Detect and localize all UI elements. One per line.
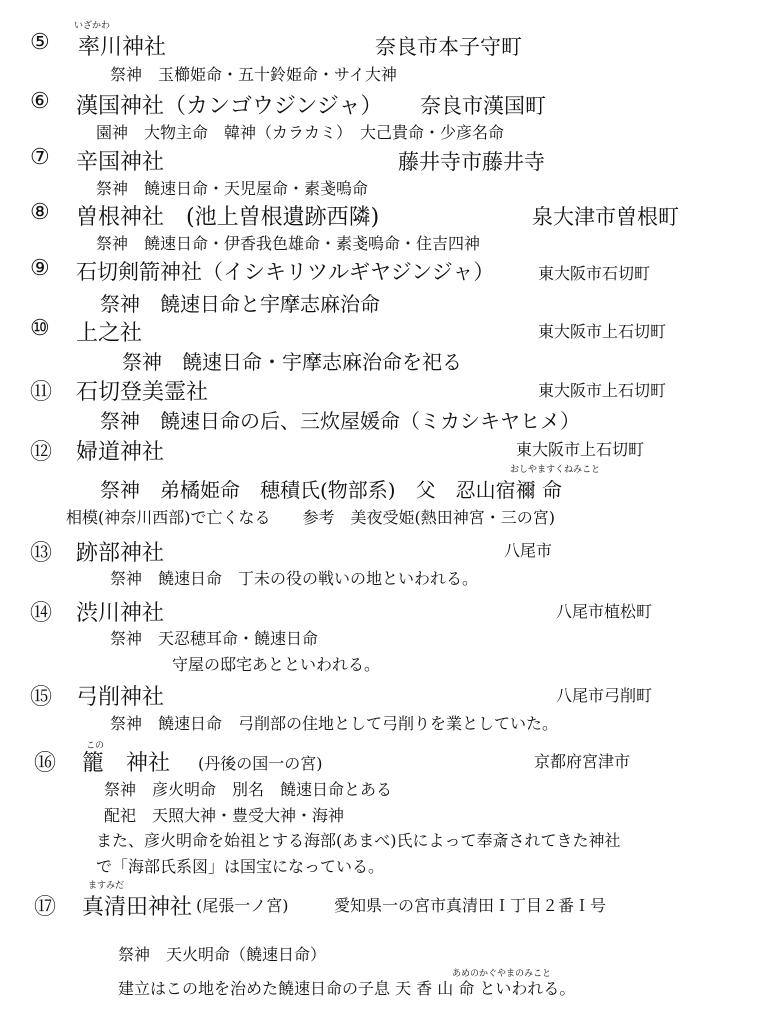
shrine-detail-16-1: 祭神 彦火明命 別名 饒速日命とある xyxy=(104,780,393,799)
shrine-location-6: 奈良市漢国町 xyxy=(420,94,546,118)
ruby-17: ますみだ xyxy=(88,881,125,891)
entry-number-12: ⑫ xyxy=(30,440,53,465)
shrine-detail-5-1: 祭神 玉櫛姫命・五十鈴姫命・サイ大神 xyxy=(110,65,397,84)
shrine-detail-17-1: 祭神 天火明命（饒速日命） xyxy=(118,945,327,964)
shrine-name-17: 真清田神社 xyxy=(82,895,193,920)
shrine-detail-13-1: 祭神 饒速日命 丁未の役の戦いの地といわれる。 xyxy=(110,569,479,588)
ruby-12: おしやますくねみこと xyxy=(510,465,601,475)
shrine-detail-9-1: 祭神 饒速日命と宇摩志麻治命 xyxy=(100,292,380,316)
shrine-location-8: 泉大津市曽根町 xyxy=(532,205,679,229)
shrine-detail-17-2: 建立はこの地を治めた饒速日命の子息 天 香 山 命 といわれる。 xyxy=(118,979,576,998)
shrine-name-14: 渋川神社 xyxy=(76,601,165,626)
shrine-name-12: 婦道神社 xyxy=(76,440,165,465)
ruby-5: いざかわ xyxy=(74,21,111,31)
shrine-detail-7-1: 祭神 饒速日命・天児屋命・素戔嗚命 xyxy=(96,179,369,198)
shrine-detail-11-1: 祭神 饒速日命の后、三炊屋媛命（ミカシキヤヒメ） xyxy=(100,409,580,433)
shrine-name-16: 籠 神社 xyxy=(82,751,171,776)
shrine-name-13: 跡部神社 xyxy=(76,541,165,566)
entry-number-17: ⑰ xyxy=(34,895,57,920)
entry-number-7: ⑦ xyxy=(30,145,50,170)
shrine-name-6: 漢国神社（カンゴウジンジャ） xyxy=(76,94,383,119)
shrine-detail-10-1: 祭神 饒速日命・宇摩志麻治命を祀る xyxy=(122,350,462,374)
shrine-detail-16-4: で「海部氏系図」は国宝になっている。 xyxy=(96,857,385,876)
shrine-detail-12-1: 祭神 弟橘姫命 穂積氏(物部系) 父 忍山宿禰 命 xyxy=(100,478,562,502)
ruby-16: この xyxy=(86,741,105,751)
shrine-location-7: 藤井寺市藤井寺 xyxy=(398,150,545,174)
shrine-location-17: 愛知県一の宮市真清田Ｉ丁目２番Ｉ号 xyxy=(334,896,607,915)
shrine-name-8: 曽根神社 (池上曽根遺跡西隣) xyxy=(76,205,380,230)
entry-number-16: ⑯ xyxy=(34,751,57,776)
entry-number-9: ⑨ xyxy=(30,256,50,281)
shrine-location-9: 東大阪市石切町 xyxy=(538,264,651,283)
entry-number-15: ⑮ xyxy=(30,685,53,710)
shrine-name-9: 石切剣箭神社（イシキリツルギヤジンジャ） xyxy=(76,260,495,284)
shrine-location-10: 東大阪市上石切町 xyxy=(538,322,667,341)
shrine-location-12: 東大阪市上石切町 xyxy=(516,440,645,459)
shrine-location-11: 東大阪市上石切町 xyxy=(538,381,667,400)
entry-number-11: ⑪ xyxy=(30,380,53,405)
shrine-name-5: 率川神社 xyxy=(78,35,167,60)
shrine-location-5: 奈良市本子守町 xyxy=(375,35,522,59)
shrine-detail-14-1: 祭神 天忍穂耳命・饒速日命 xyxy=(110,629,319,648)
shrine-subtitle-16: (丹後の国一の宮) xyxy=(198,754,323,773)
shrine-detail-12-2: 相模(神奈川西部)で亡くなる 参考 美夜受姫(熱田神宮・三の宮) xyxy=(66,508,555,527)
entry-number-5: ⑤ xyxy=(30,30,50,55)
entry-number-6: ⑥ xyxy=(30,89,50,114)
ruby-17-line: あめのかぐやまのみこと xyxy=(452,969,552,979)
shrine-location-14: 八尾市植松町 xyxy=(556,602,653,621)
entry-number-14: ⑭ xyxy=(30,601,53,626)
shrine-detail-16-2: 配祀 天照大神・豊受大神・海神 xyxy=(104,806,345,825)
shrine-name-11: 石切登美霊社 xyxy=(76,380,209,405)
shrine-location-13: 八尾市 xyxy=(504,541,553,560)
shrine-location-15: 八尾市弓削町 xyxy=(556,686,653,705)
shrine-location-16: 京都府宮津市 xyxy=(534,752,631,771)
shrine-detail-14-2: 守屋の邸宅あとといわれる。 xyxy=(172,655,381,674)
shrine-detail-6-1: 園神 大物主命 韓神（カラカミ） 大己貴命・少彦名命 xyxy=(96,123,505,142)
shrine-name-7: 辛国神社 xyxy=(76,150,165,175)
entry-number-8: ⑧ xyxy=(30,200,50,225)
shrine-detail-16-3: また、彦火明命を始祖とする海部(あまべ)氏によって奉斎されてきた神社 xyxy=(96,831,621,850)
shrine-name-15: 弓削神社 xyxy=(76,685,165,710)
shrine-detail-8-1: 祭神 饒速日命・伊香我色雄命・素戔嗚命・住吉四神 xyxy=(96,234,481,253)
shrine-subtitle-17: (尾張一ノ宮) xyxy=(196,896,289,915)
entry-number-13: ⑬ xyxy=(30,541,53,566)
shrine-detail-15-1: 祭神 饒速日命 弓削部の住地として弓削りを業としていた。 xyxy=(110,714,559,733)
shrine-name-10: 上之社 xyxy=(76,321,143,346)
entry-number-10: ⑩ xyxy=(30,316,50,341)
